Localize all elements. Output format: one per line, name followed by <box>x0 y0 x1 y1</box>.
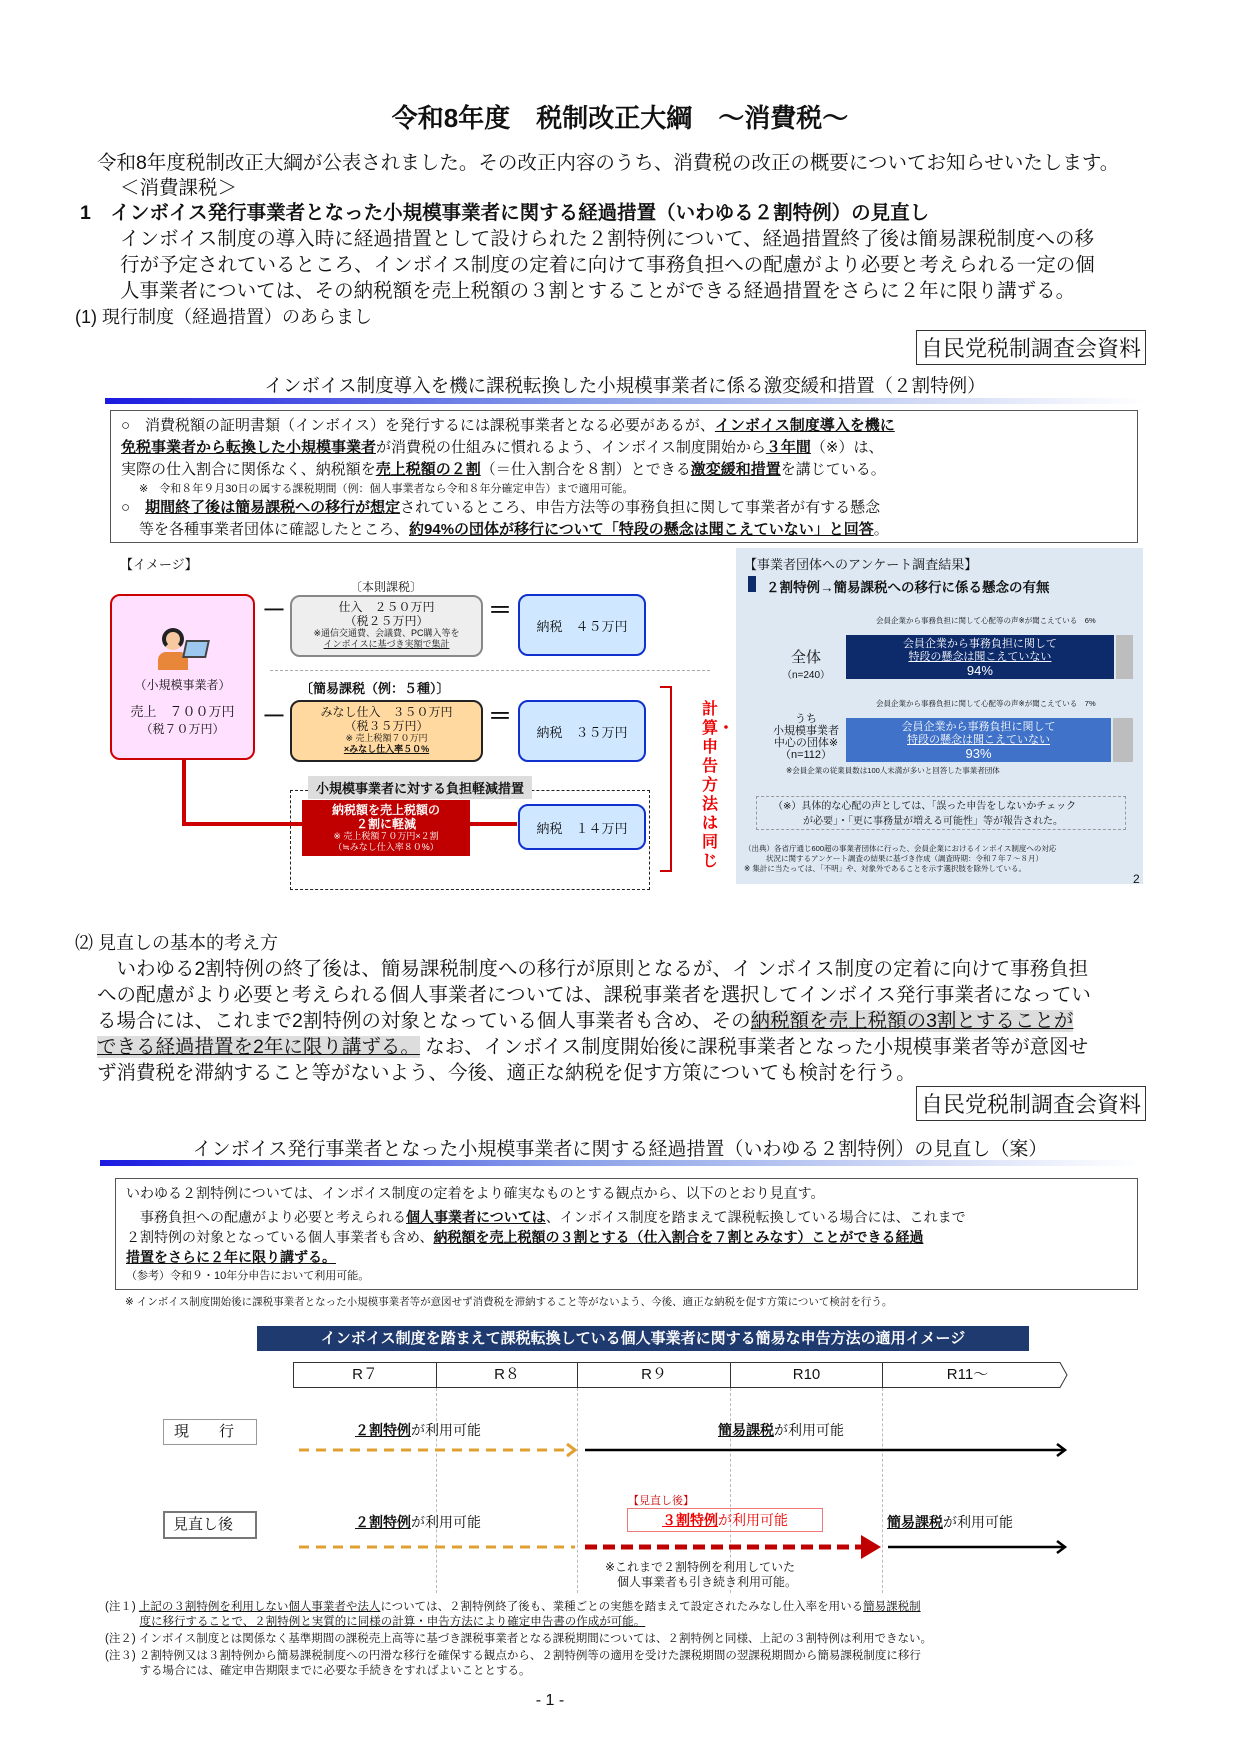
bar-small-no-concern <box>846 718 1111 762</box>
text-segment: る場合には、これまで2割特例の対象となっている個人事業者も含め、その <box>97 1010 751 1032</box>
text-segment: ず消費税を滞納すること等がないよう、今後、適正な納税を促す方策についても検討を行う。 <box>97 1062 916 1084</box>
paragraph-line <box>97 1060 1091 1086</box>
revision-ref <box>126 1267 1127 1285</box>
group-label: 小規模事業者 <box>773 725 839 737</box>
subsection-2-heading: ⑵ 見直しの基本的考え方 <box>75 933 278 953</box>
grid-line <box>882 1388 883 1593</box>
survey-footnote: ※会員企業の従業員数は100人未満が多いと回答した事業者団体 <box>786 766 1000 775</box>
section-1-line: 行が予定されているところ、インボイス制度の定着に向けて事務負担への配慮がより必要と考えられる一定の個 <box>120 254 1095 276</box>
text-segment: 簡易課税制 <box>863 1601 921 1613</box>
summary-box <box>110 410 1138 543</box>
arrow-head-icon <box>861 1535 881 1559</box>
group-label: 中心の団体※ <box>773 737 839 749</box>
paragraph-line <box>97 1034 1091 1060</box>
small-business-box <box>110 594 255 760</box>
summary-line <box>121 459 1127 481</box>
relief-note: ※ 売上税額７０万円×２割 <box>333 831 439 841</box>
footnotes <box>105 1600 932 1679</box>
available-text: が利用可能 <box>411 1422 481 1438</box>
bar-percent: 94% <box>966 663 993 678</box>
footnote-line <box>105 1632 932 1647</box>
text-segment <box>105 1616 140 1628</box>
text-segment: 売上税額の２割 <box>375 461 481 478</box>
divider <box>270 670 710 671</box>
group-label: うち <box>795 713 817 725</box>
deemed-purchase-tax: （税３５万円） <box>344 719 429 733</box>
purchase-note: ※通信交通費、会議費、PC購入等を <box>313 628 460 638</box>
text-segment: いわゆる2割特例の終了後は、簡易課税制度への移行が原則となるが、イ ンボイス制度の定着に向けて事務負担 <box>97 958 1089 980</box>
grid-line <box>436 1388 437 1593</box>
revision-line <box>126 1183 1127 1203</box>
available-text: が利用可能 <box>411 1514 481 1530</box>
general-tax-result: 納税 ４５万円 <box>518 594 646 656</box>
three-tokurei: ３割特例 <box>662 1512 718 1528</box>
bar-text: 会員企業から事務負担に関して <box>902 638 1057 650</box>
sales-amount: 売上 ７００万円 <box>130 704 235 719</box>
text-segment: (注３) ２割特例又は３割特例から簡易課税制度への円滑な移行を確保する観点から、２割特例等の適用を受けた課税期間の翌課税期間から簡易課税制度に移行 <box>105 1650 921 1662</box>
available-text: が利用可能 <box>943 1514 1013 1530</box>
paragraph-line <box>97 956 1091 982</box>
year-r9: R９ <box>577 1362 730 1388</box>
bar-percent: 93% <box>965 746 992 761</box>
survey-panel <box>736 548 1143 884</box>
equals-sign: ＝ <box>488 703 512 730</box>
simple-tax: 簡易課税 <box>718 1422 774 1438</box>
text-segment: 約94%の団体が移行について「特段の懸念は聞こえていない」と回答 <box>409 521 874 538</box>
text-segment: が消費税の仕組みに慣れるよう、インボイス制度開始から <box>376 439 766 456</box>
summary-footnote <box>121 481 1127 497</box>
available-text: が利用可能 <box>774 1422 844 1438</box>
bar-all-no-concern <box>846 635 1114 679</box>
year-r11: R11～ <box>882 1362 1052 1388</box>
text-segment: （※）は、 <box>810 439 884 456</box>
current-simple-tax <box>718 1420 844 1440</box>
simple-tax-result: 納税 ３５万円 <box>518 700 646 762</box>
text-segment: ３年間 <box>765 439 811 456</box>
revised-simple-tax <box>887 1512 1013 1532</box>
relief-text: ２割に軽減 <box>355 817 416 831</box>
revision-box <box>115 1178 1138 1290</box>
footnote-line <box>105 1600 932 1615</box>
revised-label: 見直し後 <box>163 1511 257 1539</box>
title-marker <box>748 576 756 592</box>
text-segment: する場合には、確定申告期限までに必要な手続きをすればよいこととする。 <box>105 1665 531 1677</box>
page-title: 令和8年度 税制改正大綱 ～消費税～ <box>391 103 849 133</box>
person-at-laptop-icon <box>158 626 208 672</box>
text-segment: （参考）令和９・10年分申告において利用可能。 <box>126 1270 370 1282</box>
text-segment: 等を各種事業者団体に確認したところ、 <box>139 521 410 538</box>
source-label: 自民党税制調査会資料 <box>916 330 1146 365</box>
purchase-tax: （税２５万円） <box>344 614 429 628</box>
general-purchase-box <box>290 595 483 657</box>
bar-text: 会員企業から事務負担に関して <box>901 721 1056 733</box>
text-segment: 納税額を売上税額の3割とすることが <box>750 1010 1074 1032</box>
summary-line <box>121 437 1127 459</box>
summary-line <box>121 415 1127 437</box>
tax-diagram <box>0 550 735 890</box>
section-1-line: インボイス制度の導入時に経過措置として設けられた２割特例について、経過措置終了後は簡易課税制度への移 <box>120 228 1095 250</box>
revision-line <box>126 1207 1127 1227</box>
bar-text: 特段の懸念は聞こえていない <box>908 651 1052 663</box>
source-text: （出典）各省庁通じ600超の事業者団体に行った、会員企業におけるインボイス制度への対応 <box>744 844 1057 853</box>
arrow-head-icon <box>567 1444 575 1456</box>
current-arrows <box>295 1440 1075 1460</box>
comment-box <box>756 796 1126 830</box>
text-segment: なお、インボイス制度開始後に課税事業者となった小規模事業者等が意図せ <box>419 1036 1089 1058</box>
slide-number: 2 <box>1133 872 1140 886</box>
note-text: 個人事業者も引き続き利用可能。 <box>617 1575 798 1589</box>
text-segment: 措置をさらに２年に限り講ずる。 <box>126 1249 336 1265</box>
same-method-label: 計算・申告方法は同じ <box>702 701 735 870</box>
text-segment: 、インボイス制度を踏まえて課税転換している場合には、これまで <box>545 1209 966 1225</box>
group-n: （n=112） <box>779 749 833 761</box>
survey-title: ２割特例→簡易課税への移行に係る懸念の有無 <box>766 580 1050 595</box>
section-1-line: 人事業者については、その納税額を売上税額の３割とすることができる経過措置をさらに２年に限り講ずる。 <box>120 280 1076 302</box>
group-label: 全体 <box>790 649 821 666</box>
concern-label: 会員企業から事務負担に関して心配等の声※が聞こえている 6% <box>876 616 1096 625</box>
minus-sign: － <box>262 703 286 730</box>
text-segment: 実際の仕入割合に関係なく、納税額を <box>121 461 376 478</box>
year-arrow-icon <box>1052 1362 1068 1388</box>
revision-line <box>126 1227 1127 1247</box>
text-segment: 度に移行することで、２割特例と実質的に同様の計算・申告方法により確定申告書の作成が可能。 <box>139 1616 646 1628</box>
available-text: が利用可能 <box>718 1512 788 1528</box>
footnote-line <box>105 1649 932 1664</box>
footnote-line <box>105 1615 932 1630</box>
text-segment: ※ 令和８年９月30日の属する課税期間（例：個人事業者なら令和８年分確定申告）まで適用可能。 <box>139 483 634 495</box>
minus-sign: － <box>262 597 286 624</box>
text-segment: 個人事業者については <box>406 1209 546 1225</box>
revision-note: ※ インボイス制度開始後に課税事業者となった小規模事業者等が意図せず消費税を滞納すること等がないよう、今後、適正な納税を促す方策について検討を行う。 <box>125 1296 893 1308</box>
purchase-note: インボイスに基づき実額で集計 <box>323 639 450 649</box>
source-text: 状況に関するアンケート調査の結果に基づき作成（調査時期：令和７年７～８月） <box>766 854 1044 863</box>
revision-line <box>126 1247 1127 1267</box>
section-1-heading: 1 インボイス発行事業者となった小規模事業者に関する経過措置（いわゆる２割特例）の見直し <box>80 202 930 224</box>
year-header <box>293 1362 1068 1388</box>
slide-title: インボイス発行事業者となった小規模事業者に関する経過措置（いわゆる２割特例）の見直し（案） <box>192 1139 1048 1160</box>
current-two-tokurei <box>355 1420 481 1440</box>
simple-tax-label: 〔簡易課税（例：５種）〕 <box>300 681 450 696</box>
connector-line <box>182 760 186 825</box>
summary-line <box>121 519 1127 541</box>
summary-line <box>121 497 1127 519</box>
text-segment: への配慮がより必要と考えられる個人事業者については、課税事業者を選択してインボイス発行事業者になってい <box>97 984 1091 1006</box>
text-segment: いわゆる２割特例については、インボイス制度の定着をより確実なものとする観点から、以下のとおり見直す。 <box>126 1185 825 1201</box>
text-segment: ○ 消費税額の証明書類（インボイス）を発行するには課税事業者となる必要があるが、 <box>121 417 715 434</box>
text-segment: (注２) インボイス制度とは関係なく基準期間の課税売上高等に基づき課税事業者となる課税期間については、２割特例と同様、上記の３割特例は利用できない。 <box>105 1633 933 1645</box>
timeline-banner: インボイス制度を踏まえて課税転換している個人事業者に関する簡易な申告方法の適用イメージ <box>257 1326 1029 1351</box>
grid-line <box>577 1388 578 1593</box>
text-segment: 納税額を売上税額の３割とする（仕入割合を７割とみなす）ことができる経過 <box>433 1229 924 1245</box>
text-segment: ○ <box>121 499 146 516</box>
paragraph-line <box>97 1008 1091 1034</box>
bar-small-concern <box>1113 718 1133 762</box>
bar-text: 特段の懸念は聞こえていない <box>907 734 1051 746</box>
deemed-purchase: みなし仕入 ３５０万円 <box>320 705 453 719</box>
text-segment: できる経過措置を2年に限り講ずる。 <box>97 1036 420 1058</box>
revised-tag: 【見直し後】 <box>628 1495 694 1507</box>
relief-measure-box <box>302 800 470 856</box>
relief-tax-result: 納税 １４万円 <box>518 804 646 850</box>
sales-tax: （税７０万円） <box>140 722 225 736</box>
year-r10: R10 <box>730 1362 882 1388</box>
equals-sign: ＝ <box>488 597 512 624</box>
two-tokurei: ２割特例 <box>355 1422 411 1438</box>
comment-text: （※）具体的な心配の声としては、「誤った申告をしないかチェック <box>773 801 1077 812</box>
text-segment: 期間終了後は簡易課税への移行が想定 <box>145 499 401 516</box>
text-segment: されているところ、申告方法等の事務負担に関して事業者が有する懸念 <box>400 499 881 516</box>
slide-title: インボイス制度導入を機に課税転換した小規模事業者に係る激変緩和措置（２割特例） <box>264 375 986 396</box>
year-r8: R８ <box>436 1362 577 1388</box>
section-2-paragraph <box>97 956 1091 1086</box>
gradient-bar <box>105 398 1145 404</box>
text-segment: 事務負担への配慮がより必要と考えられる <box>126 1209 406 1225</box>
text-segment: 激変緩和措置 <box>690 461 781 478</box>
simple-tax: 簡易課税 <box>887 1514 943 1530</box>
text-segment: （＝仕入割合を８割）とできる <box>480 461 691 478</box>
bar-all-concern <box>1116 635 1133 679</box>
purchase-amount: 仕入 ２５０万円 <box>338 600 435 614</box>
bracket <box>660 686 672 872</box>
relief-text: 納税額を売上税額の <box>331 803 440 817</box>
source-text: ※ 集計に当たっては、「不明」や、対象外であることを示す選択肢を除外している。 <box>744 864 1026 873</box>
group-label-small <box>756 713 856 761</box>
three-tokurei-box <box>627 1508 823 1532</box>
image-label: 【イメージ】 <box>120 557 198 572</box>
revised-two-tokurei <box>355 1512 481 1532</box>
page-number: - 1 - <box>535 1692 565 1709</box>
current-label: 現 行 <box>163 1419 257 1445</box>
intro-text: 令和8年度税制改正大綱が公表されました。その改正内容のうち、消費税の改正の概要についてお知らせいたします。 <box>97 152 1120 174</box>
text-segment: 。 <box>873 521 889 538</box>
text-segment: を講じている。 <box>780 461 886 478</box>
general-tax-label: 〔本則課税〕 <box>350 580 423 594</box>
two-tokurei: ２割特例 <box>355 1514 411 1530</box>
gradient-bar <box>100 1160 1140 1166</box>
text-segment: インボイス制度導入を機に <box>714 417 895 434</box>
deemed-note: ×みなし仕入率５０% <box>343 744 430 754</box>
relief-note: （≒みなし仕入率８０%） <box>333 842 439 852</box>
text-segment: (注１) <box>105 1601 139 1613</box>
concern-label: 会員企業から事務負担に関して心配等の声※が聞こえている 7% <box>876 699 1096 708</box>
year-r7: R７ <box>293 1362 436 1388</box>
group-n: （n=240） <box>781 670 831 681</box>
relief-label: 小規模事業者に対する負担軽減措置 <box>308 776 532 799</box>
person-label: （小規模事業者） <box>134 678 231 692</box>
note-text: ※これまで２割特例を利用していた <box>605 1560 796 1574</box>
category-label: ＜消費課税＞ <box>120 177 238 199</box>
survey-source <box>744 844 1056 874</box>
text-segment: については、２割特例終了後も、業種ごとの実態を踏まえて設定されたみなし仕入率を用いる <box>380 1601 864 1613</box>
comment-text: が必要」・「更に事務量が増える可能性」等が報告された。 <box>803 816 1063 827</box>
revised-arrows <box>295 1532 1075 1562</box>
deemed-note: ※ 売上税額７０万円 <box>345 733 428 743</box>
text-segment: 免税事業者から転換した小規模事業者 <box>121 439 377 456</box>
text-segment: ２割特例の対象となっている個人事業者も含め、 <box>126 1229 434 1245</box>
revised-note <box>605 1560 797 1590</box>
survey-header: 【事業者団体へのアンケート調査結果】 <box>744 557 978 572</box>
text-segment: 上記の３割特例を利用しない個人事業者や法人 <box>138 1601 381 1613</box>
source-label: 自民党税制調査会資料 <box>916 1086 1146 1121</box>
footnote-line <box>105 1664 932 1679</box>
simple-purchase-box <box>290 700 483 762</box>
paragraph-line <box>97 982 1091 1008</box>
subsection-1-heading: (1) 現行制度（経過措置）のあらまし <box>75 307 372 327</box>
